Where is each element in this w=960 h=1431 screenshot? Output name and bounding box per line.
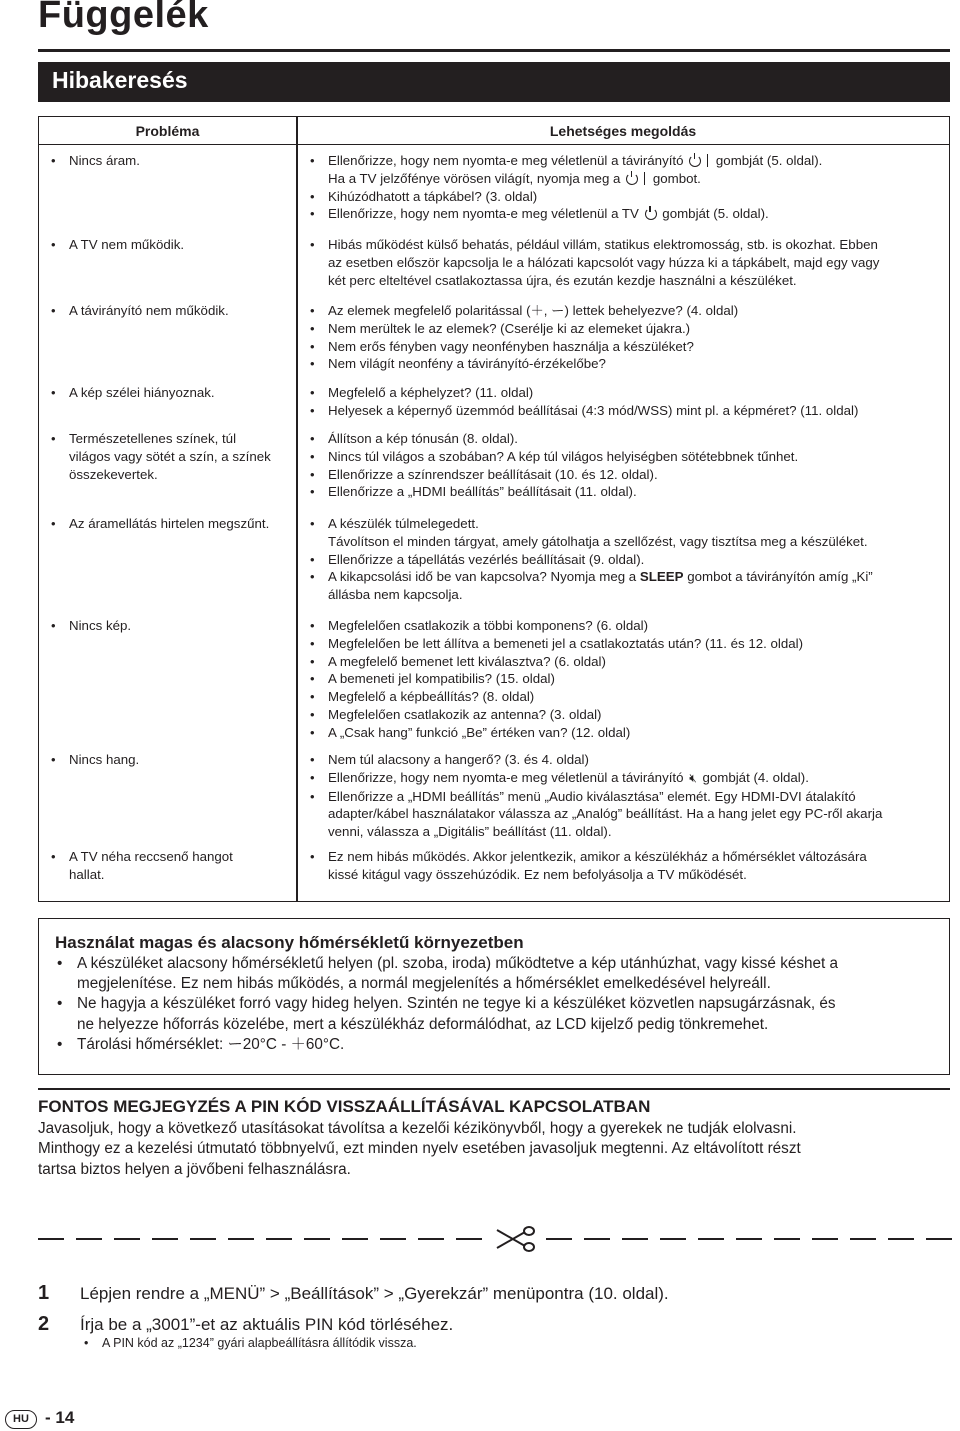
solution-cell [328,152,940,223]
problem-text: összekevertek. [69,466,158,482]
solution-line: • Nem erős fényben vagy neonfényben használja a készüléket? [328,338,940,356]
problem-text: • A távirányító nem működik. [69,302,291,320]
solution-line: • Helyesek a képernyő üzemmód beállításai (4:3 mód/WSS) mint pl. a képméret? (11. oldal) [328,402,940,420]
cut-dash [190,1238,216,1240]
solution-line: • Nem túl alacsony a hangerő? (3. és 4. oldal) [328,751,940,769]
solution-line: • Nincs túl világos a szobában? A kép túl világos helyiségben sötétebbnek tűnhet. [328,448,940,466]
list-item-text: ne helyezze hőforrás közelébe, mert a készülékház deformálódhat, az LCD kijelző pedig tönkremehet. [77,1015,769,1033]
problem-text: világos vagy sötét a szín, a színek [69,448,271,464]
solution-line: • Állítson a kép tónusán (8. oldal). [328,430,940,448]
solution-line: • A kikapcsolási idő be van kapcsolva? Nyomja meg a SLEEP gombot a távirányítón amíg „Ki” [328,568,940,586]
cut-dash [774,1238,800,1240]
cut-dash [660,1238,686,1240]
problem-text: • A TV nem működik. [69,236,291,254]
solution-line: • Ellenőrizze a „HDMI beállítás” menü „Audio kiválasztása” elemét. Egy HDMI-DVI átalakító [328,788,940,806]
cut-dash [622,1238,648,1240]
problem-cell [69,302,291,320]
temperature-notice-title: Használat magas és alacsony hőmérsékletű környezetben [55,933,524,952]
problem-text: • A kép szélei hiányoznak. [69,384,291,402]
pin-notice-box [38,1088,950,1192]
solution-line: • Megfelelően be lett állítva a bemeneti jel a csatlakoztatás után? (11. és 12. oldal) [328,635,940,653]
divider [707,154,708,167]
solution-line: • Ellenőrizze a tápellátás vezérlés beállításait (9. oldal). [328,551,940,569]
pin-notice-title: FONTOS MEGJEGYZÉS A PIN KÓD VISSZAÁLLÍTÁSÁVAL KAPCSOLATBAN [38,1097,651,1116]
solution-line: • A bemeneti jel kompatibilis? (15. oldal) [328,670,940,688]
step-note: • A PIN kód az „1234” gyári alapbeállításra állítódik vissza. [102,1336,417,1350]
cut-dash [456,1238,482,1240]
temperature-notice-box [38,918,950,1075]
temperature-notice-list [77,954,937,1055]
pin-notice-line: Javasoljuk, hogy a következő utasításokat távolítsa a kezelői kézikönyvből, hogy a gyerekek ne tudják elolvasni. [38,1120,797,1137]
power-icon [689,155,701,167]
problem-text: • Nincs áram. [69,152,291,170]
cut-dash [342,1238,368,1240]
step-text: Írja be a „3001”-et az aktuális PIN kód törléséhez. [80,1315,454,1334]
page-title: Függelék [38,0,209,36]
solution-line: • A készülék túlmelegedett. [328,515,940,533]
problem-cell [69,236,291,254]
step-number: 1 [38,1282,50,1304]
solution-line: • Ez nem hibás működés. Akkor jelentkezik, amikor a készülékház a hőmérséklet változására [328,848,940,866]
solution-line: Távolítson el minden tárgyat, amely gátolhatja a szellőzést, vagy tisztítsa meg a készüléket. [328,533,868,549]
solution-line: • Ellenőrizze a „HDMI beállítás” beállításait (11. oldal). [328,483,940,501]
cut-dash [736,1238,762,1240]
cut-dash [850,1238,876,1240]
solution-line: • Ellenőrizze, hogy nem nyomta-e meg véletlenül a távirányító 🔇︎ gombját (4. oldal). [328,769,940,788]
cut-dash [114,1238,140,1240]
solution-cell [328,848,940,884]
step-number: 2 [38,1313,50,1335]
section-header: Hibakeresés [38,62,950,102]
pin-notice-line: Minthogy ez a kezelési útmutató többnyelvű, ezt minden nyelv esetében javasoljuk megtenni. Az eltávolított részt [38,1140,801,1158]
list-item-text: • Ne hagyja a készüléket forró vagy hideg helyen. Szintén ne tegye ki a készüléket közvetlen napsugárzásnak, és [77,995,836,1013]
solution-line: • Hibás működést külső behatás, például villám, statikus elektromosság, stb. is okozhat. Ebben [328,236,940,254]
scissors-icon [495,1226,535,1252]
cut-dash [698,1238,724,1240]
mute-icon: 🔇︎ [689,770,697,785]
problem-cell [69,152,291,170]
solution-cell [328,302,940,373]
solution-line: • Ellenőrizze, hogy nem nyomta-e meg véletlenül a TV gombját (5. oldal). [328,205,940,223]
problem-text: • Nincs hang. [69,751,291,769]
header-solution: Lehetséges megoldás [549,123,697,139]
power-icon [626,173,638,185]
solution-cell [328,617,940,742]
solution-line: állásba nem kapcsolja. [328,587,463,603]
title-rule [38,49,950,52]
list-item-text: megjelenítése. Ez nem hibás működés, a normál megjelenítés a hőmérséklet emelkedésével helyreáll. [77,975,771,993]
list-item-text: • Tárolási hőmérséklet: ー20°C - ＋60°C. [77,1035,345,1053]
problem-text: hallat. [69,866,105,882]
solution-cell [328,430,940,501]
solution-line: két perc elteltével csatlakoztassa újra, és ezután kezdje használni a készüléket. [328,272,797,288]
problem-text: • Nincs kép. [69,617,291,635]
problem-cell [69,430,291,483]
list-item-text: • A készüléket alacsony hőmérsékletű helyen (pl. szoba, iroda) működtetve a kép utánhúzhat, vagy kissé késhet a [77,955,839,972]
solution-line: adapter/kábel használatakor válassza az „Analóg” beállítást. Ha a hang jelet egy PC-ről akarja [328,806,883,822]
problem-text: • Az áramellátás hirtelen megszűnt. [69,515,291,533]
solution-line: • Megfelelően csatlakozik az antenna? (3. oldal) [328,706,940,724]
solution-cell [328,384,940,420]
solution-line: • Megfelelő a képbeállítás? (8. oldal) [328,688,940,706]
cut-dash [76,1238,102,1240]
cut-dash [228,1238,254,1240]
solution-line: • Nem merültek le az elemek? (Cserélje ki az elemeket újakra.) [328,320,940,338]
solution-line: venni, válassza a „Digitális” beállítást (11. oldal). [328,824,612,840]
cut-dash [38,1238,64,1240]
solution-line: Ha a TV jelzőfénye vörösen világít, nyomja meg a gombot. [328,170,701,186]
solution-line: • Az elemek megfelelő polaritással (＋, ー) lettek behelyezve? (4. oldal) [328,302,940,320]
solution-line: • A megfelelő bemenet lett kiválasztva? (6. oldal) [328,653,940,671]
solution-line: • A „Csak hang” funkció „Be” értéken van? (12. oldal) [328,724,940,742]
solution-cell [328,751,940,841]
solution-line: • Ellenőrizze, hogy nem nyomta-e meg véletlenül a távirányító gombját (5. oldal). [328,152,940,170]
column-divider [296,117,298,901]
page-number: - 14 [45,1408,75,1427]
solution-line: • Megfelelően csatlakozik a többi komponens? (6. oldal) [328,617,940,635]
problem-text: • Természetellenes színek, túl [69,430,291,448]
list-item [77,954,937,994]
troubleshooting-table [38,116,950,902]
solution-cell [328,515,940,604]
cut-dash [266,1238,292,1240]
solution-line: kissé kitágul vagy összehúzódik. Ez nem befolyásolja a TV működését. [328,866,747,882]
power-icon [645,208,657,220]
solution-line: az esetben először kapcsolja le a hálózati kapcsolót vagy húzza ki a tápkábelt, majd egy vagy [328,254,880,270]
cut-dash [812,1238,838,1240]
pin-notice-text [38,1119,918,1180]
problem-cell [69,751,291,769]
cut-dash [418,1238,444,1240]
step-text: Lépjen rendre a „MENÜ” > „Beállítások” > „Gyerekzár” menüpontra (10. oldal). [80,1284,669,1303]
problem-cell [69,515,291,533]
problem-cell [69,848,291,884]
solution-line: • Kihúzódhatott a tápkábel? (3. oldal) [328,188,940,206]
button-name: SLEEP [639,569,684,585]
cut-dash [888,1238,914,1240]
problem-text: • A TV néha reccsenő hangot [69,848,291,866]
cut-dash [380,1238,406,1240]
cut-dash [926,1238,952,1240]
list-item [77,994,937,1034]
language-badge: HU [5,1410,37,1429]
problem-cell [69,617,291,635]
list-item [77,1035,937,1055]
solution-cell [328,236,940,289]
divider [644,172,645,185]
cut-dash [152,1238,178,1240]
solution-line: • Megfelelő a képhelyzet? (11. oldal) [328,384,940,402]
solution-line: • Ellenőrizze a színrendszer beállításait (10. és 12. oldal). [328,466,940,484]
header-problem: Probléma [135,123,200,139]
solution-line: • Nem világít neonfény a távirányító-érzékelőbe? [328,355,940,373]
header-rule [39,144,949,145]
problem-cell [69,384,291,402]
cut-dash [584,1238,610,1240]
pin-notice-line: tartsa biztos helyen a jövőbeni felhasználásra. [38,1160,351,1178]
cut-dash [304,1238,330,1240]
cut-line [38,1226,950,1252]
cut-dash [546,1238,572,1240]
